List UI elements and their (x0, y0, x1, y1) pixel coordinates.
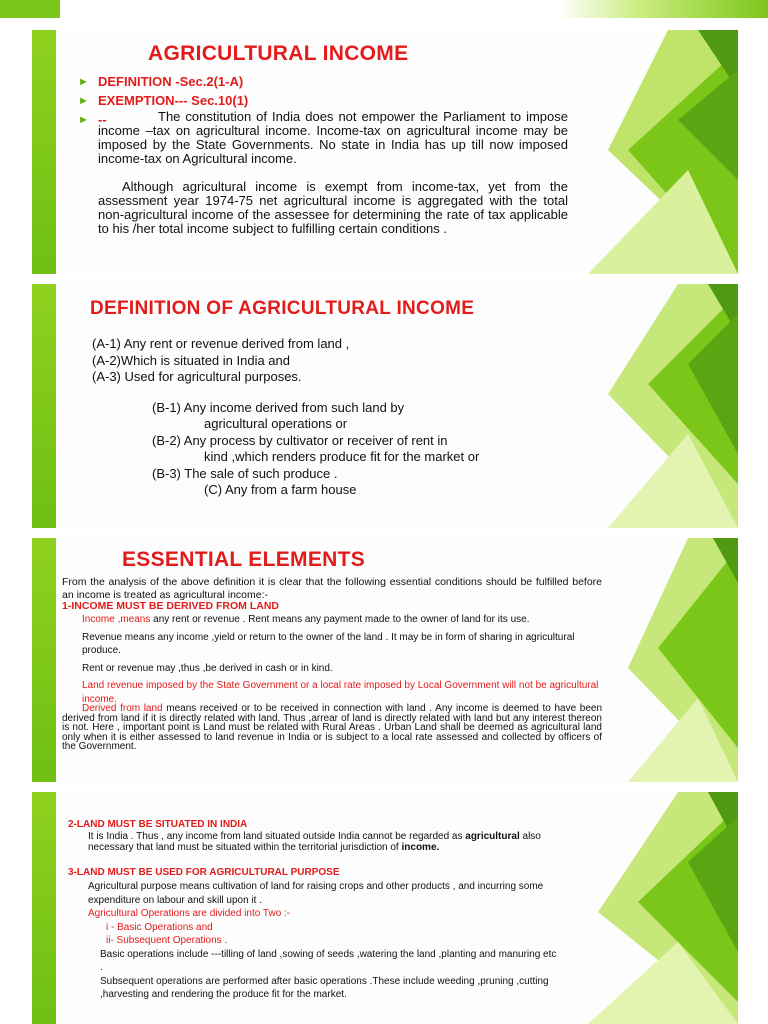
bullet-definition: ► DEFINITION -Sec.2(1-A) (78, 74, 244, 89)
paragraph-constitution: The constitution of India does not empower the Parliament to impose income –tax on agricultural income. Income-tax on agricultural income may be imposed by the State Governments. No state in India has up till now imposed income-tax on Agricultural income. (98, 109, 568, 166)
slide-land-conditions (32, 792, 738, 1024)
bullet-exemption: ► EXEMPTION--- Sec.10(1) (78, 93, 249, 108)
slide-green-bar (32, 30, 56, 274)
list-basic-operations: i - Basic Operations and (106, 921, 213, 933)
definition-b1: (B-1) Any income derived from such land by (152, 399, 405, 415)
triangle-arrow-icon: ► (78, 114, 89, 126)
list-subsequent-operations: ii- Subsequent Operations . (106, 935, 228, 946)
heading-income-from-land: 1-INCOME MUST BE DERIVED FROM LAND (62, 600, 280, 612)
heading-situated-in-india: 2-LAND MUST BE SITUATED IN INDIA (68, 819, 248, 830)
paragraph-situated-india: It is India . Thus , any income from land situated outside India cannot be regarded as agricultural also necessary that land must be situated within the territorial jurisdiction of income. (88, 831, 541, 853)
bullet-constitution: ► -- (78, 112, 107, 127)
green-corner-right (558, 0, 768, 18)
definition-a1: (A-1) Any rent or revenue derived from land , (92, 336, 350, 351)
slide-title: DEFINITION OF AGRICULTURAL INCOME (90, 298, 475, 319)
definition-b2-cont: kind ,which renders produce fit for the market or (204, 449, 480, 464)
paragraph-subsequent-operations: Subsequent operations are performed after basic operations .These include weeding ,pruning ,cutting ,harvesting and rendering the produce fit for the market. (100, 975, 549, 1000)
heading-agricultural-purpose: 3-LAND MUST BE USED FOR AGRICULTURAL PURPOSE (68, 867, 340, 878)
paragraph-income-means: Income ,means any rent or revenue . Rent means any payment made to the owner of land for its use. (82, 614, 530, 625)
intro-paragraph: From the analysis of the above definition it is clear that the following essential conditions should be fulfilled before an income is treated as agricultural income:- (62, 576, 602, 601)
definition-c: (C) Any from a farm house (204, 482, 357, 497)
slide-essential-elements (32, 538, 738, 782)
definition-a3: (A-3) Used for agricultural purposes. (92, 369, 302, 384)
slide-definition (32, 284, 738, 528)
slide-green-bar (32, 538, 56, 782)
slide-title: ESSENTIAL ELEMENTS (122, 548, 366, 571)
green-shapes-decoration (568, 792, 738, 1024)
paragraph-operations-divided: Agricultural Operations are divided into Two :- (88, 908, 291, 919)
definition-a2: (A-2)Which is situated in India and (92, 352, 290, 368)
top-strip (0, 0, 768, 18)
green-shapes-decoration (568, 30, 738, 274)
slide-green-bar (32, 792, 56, 1024)
definition-b1-cont: agricultural operations or (204, 416, 348, 431)
paragraph-land-revenue: Land revenue imposed by the State Government or a local rate imposed by Local Government will not be agricultural income. (82, 680, 599, 705)
slide-title: AGRICULTURAL INCOME (148, 42, 409, 65)
slide-agricultural-income (32, 30, 738, 274)
paragraph-revenue: Revenue means any income ,yield or return to the owner of the land . It may be in form of sharing in agricultural produce. (82, 631, 575, 656)
paragraph-aggregation: Although agricultural income is exempt from income-tax, yet from the assessment year 1974-75 net agricultural income is aggregated with the total non-agricultural income of the assessee for determining the rate of tax applicable to his /her total income subject to fulfilling certain conditions . (98, 179, 568, 236)
triangle-arrow-icon: ► (78, 76, 89, 88)
green-corner-left (0, 0, 60, 18)
paragraph-cash-kind: Rent or revenue may ,thus ,be derived in cash or in kind. (82, 662, 333, 674)
paragraph-agricultural-purpose: Agricultural purpose means cultivation of land for raising crops and other products , and incurring some expenditure on labour and skill upon it . (88, 881, 544, 906)
slide-green-bar (32, 284, 56, 528)
paragraph-derived-from-land: Derived from land means received or to be received in connection with land . Any income is deemed to have been derived from land if it is directly related with land. Thus ,arrear of land is directly related with land but any interest thereon is not. Here , important point is Land must be related with Rural Areas . Urban Land shall be deemed as agricultural land only when it is either assessed to land revenue in India or is subject to a local rate assessed and collected by officers of the Government. (62, 703, 603, 752)
paragraph-basic-operations: Basic operations include ---tilling of land ,sowing of seeds ,watering the land ,planting and manuring etc . (100, 948, 557, 973)
definition-b3: (B-3) The sale of such produce . (152, 465, 338, 481)
triangle-arrow-icon: ► (78, 95, 89, 107)
definition-b2: (B-2) Any process by cultivator or receiver of rent in (152, 432, 448, 448)
